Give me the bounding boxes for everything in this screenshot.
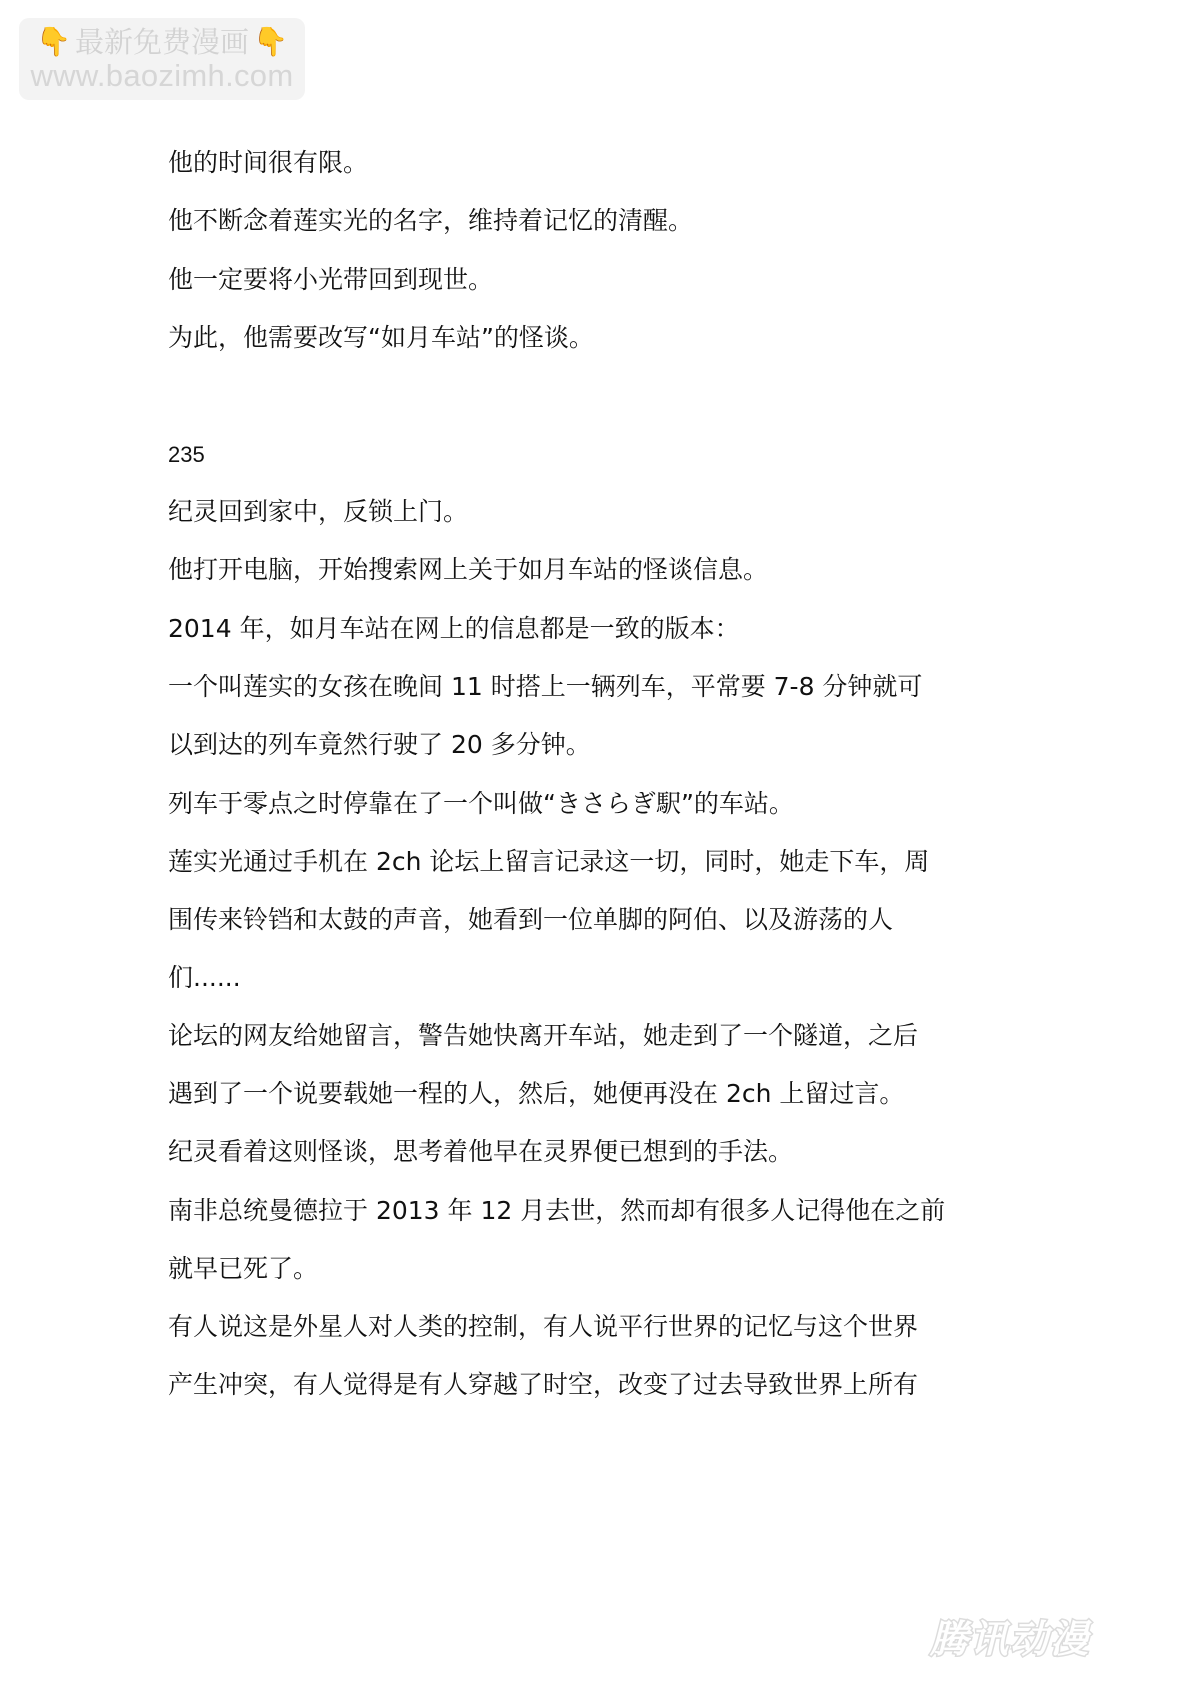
paragraph-line: 为此，他需要改写“如月车站”的怪谈。 [168,323,594,352]
paragraph-line: 南非总统曼德拉于 2013 年 12 月去世，然而却有很多人记得他在之前 [168,1196,946,1225]
watermark-title-row [36,25,288,59]
watermark-badge [19,18,305,100]
watermark-url: www.baozimh.com [30,58,294,93]
paragraph-line: 2014 年，如月车站在网上的信息都是一致的版本： [168,614,740,643]
chapter-number: 235 [168,442,205,467]
pointing-down-hand-icon: 👇 [253,25,288,58]
paragraph-line: 以到达的列车竟然行驶了 20 多分钟。 [168,730,591,759]
paragraph-line: 他一定要将小光带回到现世。 [168,265,494,294]
watermark-title: 最新免费漫画 [74,25,249,59]
paragraph-line: 他的时间很有限。 [168,148,369,177]
watermark-logo: 腾讯动漫 [929,1617,1090,1661]
paragraph-line: 围传来铃铛和太鼓的声音，她看到一位单脚的阿伯、以及游荡的人 [168,905,894,934]
paragraph-line: 他打开电脑，开始搜索网上关于如月车站的怪谈信息。 [168,555,769,584]
paragraph-line: 莲实光通过手机在 2ch 论坛上留言记录这一切，同时，她走下车，周 [168,847,930,876]
paragraph-line: 就早已死了。 [168,1254,319,1283]
paragraph-line: 论坛的网友给她留言，警告她快离开车站，她走到了一个隧道，之后 [168,1021,919,1050]
paragraph-line: 遇到了一个说要载她一程的人，然后，她便再没在 2ch 上留过言。 [168,1079,905,1108]
paragraph-line: 纪灵回到家中，反锁上门。 [168,497,469,526]
paragraph-line: 他不断念着莲实光的名字，维持着记忆的清醒。 [168,206,694,235]
paragraph-line: 产生冲突，有人觉得是有人穿越了时空，改变了过去导致世界上所有 [168,1370,919,1399]
paragraph-line: 们...... [168,963,241,992]
paragraph-line: 有人说这是外星人对人类的控制，有人说平行世界的记忆与这个世界 [168,1312,919,1341]
pointing-down-hand-icon: 👇 [36,25,71,58]
paragraph-line: 纪灵看着这则怪谈，思考着他早在灵界便已想到的手法。 [168,1137,794,1166]
paragraph-line: 列车于零点之时停靠在了一个叫做“きさらぎ駅”的车站。 [168,789,794,818]
paragraph-line: 一个叫莲实的女孩在晚间 11 时搭上一辆列车，平常要 7-8 分钟就可 [168,672,923,701]
